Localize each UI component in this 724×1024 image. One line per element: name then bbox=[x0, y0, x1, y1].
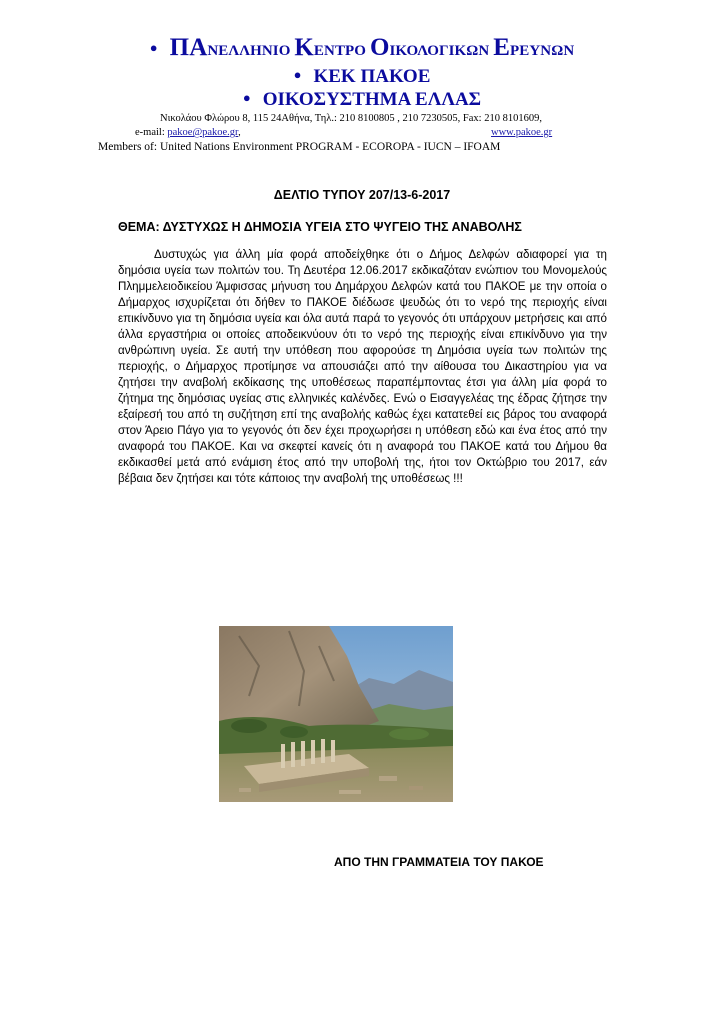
subject-line bbox=[118, 220, 522, 234]
body-paragraph: Δυστυχώς για άλλη μία φορά αποδείχθηκε ότι ο Δήμος Δελφών αδιαφορεί για τη δημόσια υγεία των πολιτών του. Τη Δευτέρα 12.06.2017 εκδικαζόταν ενώπιον του Μονομελούς Πλημμελειοδικείου Άμφισσας μήνυση του Δημάρχου Δελφών κατά του ΠΑΚΟΕ με την οποία ο Δήμαρχος ισχυρίζεται ότι δήθεν το ΠΑΚΟΕ διέδωσε ψευδώς ότι το νερό της περιοχής είναι επικίνδυνο για τη δημόσια υγεία και όλα αυτά παρά το γεγονός ότι υπάρχουν μετρήσεις και από άλλα εργαστήρια οι οποίες αποδεικνύουν ότι το νερό της περιοχής είναι επικίνδυνο για την ανθρώπινη υγεία. Σε αυτή την υπόθεση που αφορούσε τη Δημόσια υγεία των πολιτών της περιοχής, ο Δήμαρχος προτίμησε να απουσιάζει από την αίθουσα του Δικαστηρίου για να ζητήσει την αναβολή εκδίκασης της υποθέσεως παραπέμποντας έτσι για άλλη μία φορά το ζήτημα της δημόσιας υγείας στις ελληνικές καλένδες. Ενώ ο Εισαγγελέας της έδρας ζήτησε την εξαίρεσή του από τη συζήτηση επί της αναβολής καθώς έχει κατατεθεί εις βάρος του αναφορά στον Άρειο Πάγο για το γεγονός ότι δεν έχει προχωρήσει η υπόθεση εδώ και ένα έτος από την αναφορά του ΠΑΚΟΕ. Και να σκεφτεί κανείς ότι η αναφορά του ΠΑΚΟΕ κατά του Δήμου θα εκδικασθεί μετά από ενάμιση έτος από την υποβολή της, ήτοι τον Οκτώβριο του 2017, εάν βέβαια δεν ζητήσει και τότε κάποιος την αναβολή της υποθέσεως !!! bbox=[118, 248, 607, 485]
bullet-icon: ● bbox=[149, 40, 158, 55]
oikosystima-line: ● ΟΙΚΟΣΥΣΤΗΜΑ ΕΛΛΑΣ bbox=[242, 89, 482, 110]
organization-name: ● ΠΑΝΕΛΛΗΝΙΟ ΚΕΝΤΡΟ ΟΙΚΟΛΟΓΙΚΩΝ ΕΡΕΥΝΩΝ bbox=[149, 34, 575, 61]
address-line: Νικολάου Φλώρου 8, 115 24Αθήνα, Τηλ.: 210 8100805 , 210 7230505, Fax: 210 8101609, bbox=[160, 113, 542, 124]
subject-label: ΘΕΜΑ bbox=[118, 220, 156, 234]
delphi-photo bbox=[219, 626, 453, 802]
email-link[interactable]: pakoe@pakoe.gr bbox=[167, 127, 239, 138]
bullet-icon: ● bbox=[293, 67, 302, 82]
email-line: e-mail: pakoe@pakoe.gr, bbox=[135, 127, 241, 138]
members-line: Members of: United Nations Environment PROGRAM - ECOROPA - IUCN – IFOAM bbox=[98, 141, 501, 153]
bullet-icon: ● bbox=[242, 90, 251, 105]
press-release-title: ΔΕΛΤΙΟ ΤΥΠΟΥ 207/13-6-2017 bbox=[273, 188, 451, 202]
signature-line: ΑΠΟ ΤΗΝ ΓΡΑΜΜΑΤΕΙΑ ΤΟΥ ΠΑΚΟΕ bbox=[334, 855, 544, 869]
website-link[interactable]: www.pakoe.gr bbox=[491, 127, 553, 138]
subject-text: : ΔΥΣΤΥΧΩΣ Η ΔΗΜΟΣΙΑ ΥΓΕΙΑ ΣΤΟ ΨΥΓΕΙΟ ΤΗΣ ΑΝΑΒΟΛΗΣ bbox=[155, 220, 522, 234]
website-line bbox=[491, 127, 552, 138]
kek-pakoe-line: ● ΚΕΚ ΠΑΚΟΕ bbox=[293, 66, 431, 87]
